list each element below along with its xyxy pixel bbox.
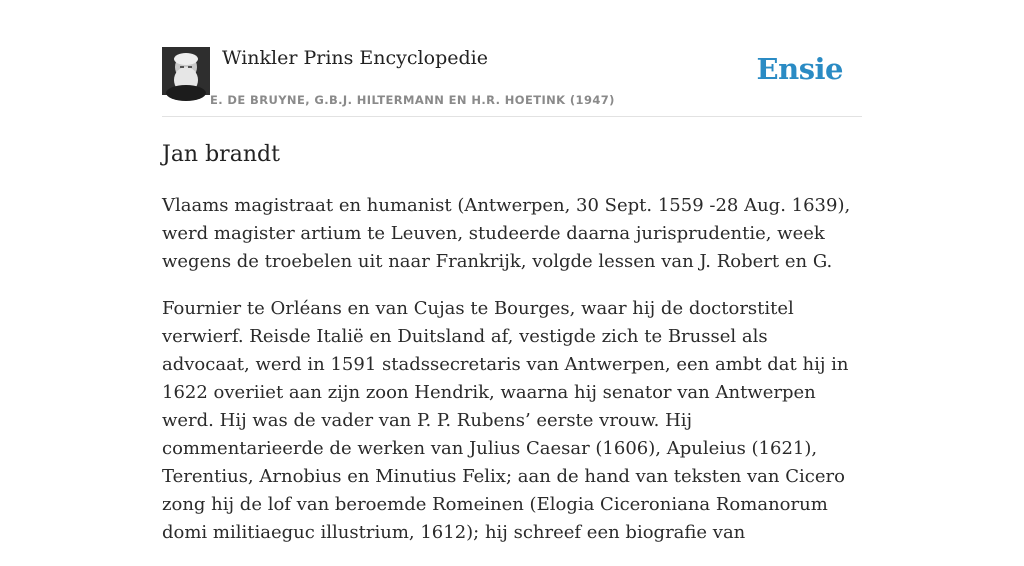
author-portrait-icon — [162, 47, 210, 95]
source-header — [162, 46, 862, 117]
brand-logo[interactable]: Ensie — [756, 52, 843, 86]
article-paragraph: Fournier te Orléans en van Cujas te Bourges, waar hij de doctorstitel verwierf. Reisde Italië en Duitsland af, vestigde zich te Brussel als advocaat, werd in 1591 stadssecretaris van Antwerpen, een ambt dat hij in 1622 overiiet aan zijn zoon Hendrik, waarna hij senator van Antwerpen werd. Hij was de vader van P. P. Rubens’ eerste vrouw. Hij commentarieerde de werken van Julius Caesar (1606), Apuleius (1621), Terentius, Arnobius en Minutius Felix; aan de hand van teksten van Cicero zong hij de lof van beroemde Romeinen (Elogia Ciceroniana Romanorum domi militiaeguc illustrium, 1612); hij schreef een biografie van — [162, 298, 849, 543]
source-title[interactable]: Winkler Prins Encyclopedie — [222, 47, 488, 69]
author-avatar[interactable] — [162, 47, 210, 95]
article-content — [162, 140, 852, 566]
article-title: Jan brandt — [162, 142, 280, 167]
source-authors: E. DE BRUYNE, G.B.J. HILTERMANN EN H.R. HOETINK (1947) — [210, 93, 615, 107]
article-paragraph: Vlaams magistraat en humanist (Antwerpen, 30 Sept. 1559 -28 Aug. 1639), werd magister artium te Leuven, studeerde daarna jurisprudentie, week wegens de troebelen uit naar Frankrijk, volgde lessen van J. Robert en G. — [162, 195, 851, 272]
